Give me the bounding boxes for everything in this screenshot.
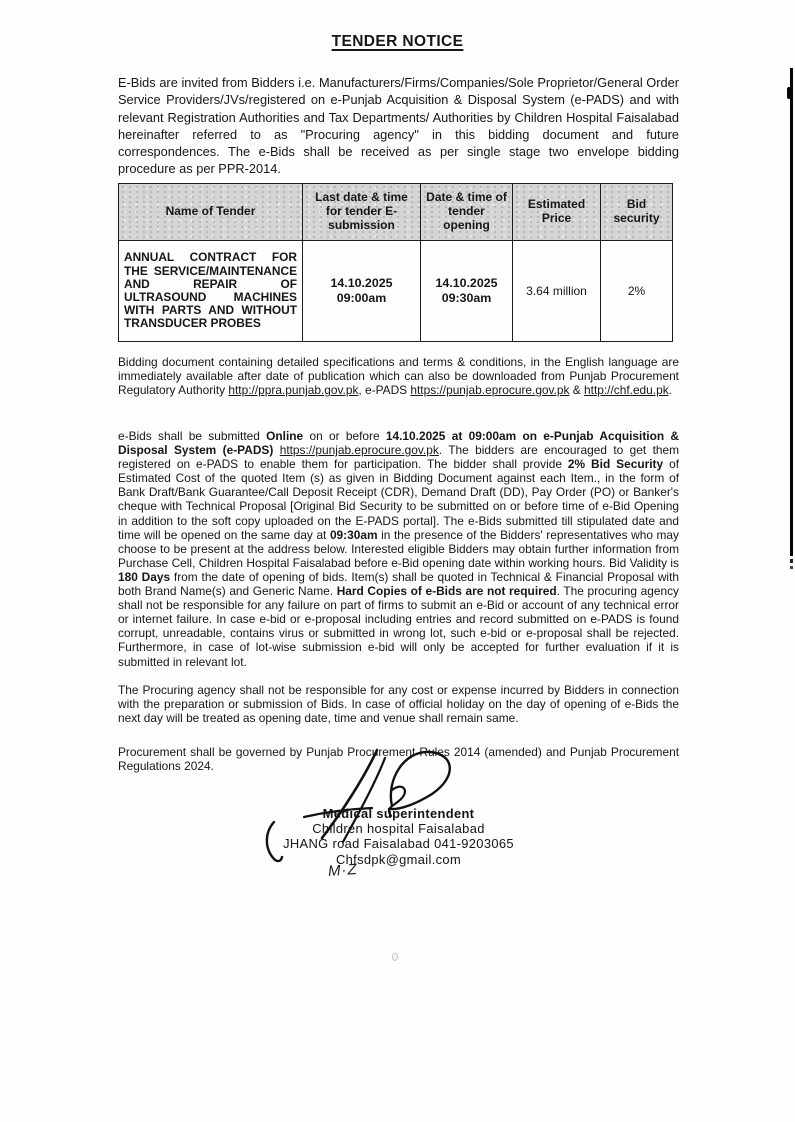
opening-time: 09:30am — [441, 291, 492, 305]
table-row — [119, 241, 673, 342]
cell-bid-security: 2% — [601, 241, 673, 342]
text-segment: in the presence of the Bidders' representatives who may choose to be present at the address below. Interested eligible Bidders may obtain further information from Purchase Cell, Children Hospital Faisalabad before e-Bid opening date within working hours. Bid Validity is — [118, 527, 679, 570]
text-segment: http://ppra.punjab.gov.pk — [228, 383, 359, 398]
page-title: TENDER NOTICE — [331, 33, 464, 50]
submission-date: 14.10.2025 — [330, 276, 393, 290]
header-estimated-price: Estimated Price — [513, 184, 601, 241]
procurement-rules-paragraph — [118, 745, 679, 773]
submission-time: 09:00am — [336, 291, 387, 305]
ebids-submission-paragraph — [118, 429, 679, 669]
text-segment: & — [569, 383, 585, 398]
text-segment: The Procuring agency shall not be responsible for any cost or expense incurred by Bidders in connection with the preparation or submission of Bids. In case of official holiday on the day of opening of e-Bids the next day will be treated as opening date, time and venue shall remain same. — [118, 683, 679, 726]
cell-submission-datetime — [303, 241, 421, 342]
text-segment: 2% Bid Security — [567, 457, 664, 472]
cell-tender-name: ANNUAL CONTRACT FOR THE SERVICE/MAINTENANCE AND REPAIR OF ULTRASOUND MACHINES WITH PARTS AND WITHOUT TRANSDUCER PROBES — [119, 241, 303, 342]
text-segment: . — [668, 383, 672, 398]
scan-artifact-edge-line — [790, 68, 793, 556]
text-segment: , e-PADS — [358, 383, 411, 398]
table-header-row — [119, 184, 673, 241]
text-segment: e-Bids shall be submitted — [118, 429, 267, 443]
text-segment: on or before — [303, 429, 386, 443]
text-segment: Online — [266, 429, 304, 443]
signatory-org: Children hospital Faisalabad — [312, 821, 485, 837]
signatory-address: JHANG road Faisalabad 041-9203065 — [283, 836, 514, 852]
cell-estimated-price: 3.64 million — [513, 241, 601, 342]
signatory-title: Medical superintendent — [322, 806, 475, 821]
text-segment: . The bidders are encouraged to get them registered on e-PADS to enable them for participation. The bidder shall provide — [118, 443, 679, 472]
text-segment: 09:30am — [329, 527, 378, 542]
signature-block — [118, 806, 679, 867]
handwritten-initials: M·Z — [327, 860, 359, 881]
text-segment: 180 Days — [118, 569, 171, 584]
bidding-document-paragraph — [118, 355, 679, 397]
text-segment: . The procuring agency shall not be responsible for any failure on part of firms to submit an e-Bid or account of any technical error or internet failure. In case e-bid or e-proposal including entries and record submitted on e-PADS is found corrupt, unreadable, contains virus or submitted in wrong lot, such e-bid or e-proposal shall be rejected. Furthermore, in case of lot-wise submission e-bid will only be accepted for further evaluation if it is submitted in relevant lot. — [118, 584, 679, 669]
header-name-of-tender: Name of Tender — [119, 184, 303, 241]
scan-artifact-speck — [392, 953, 398, 961]
header-date-opening: Date & time of tender opening — [421, 184, 513, 241]
header-bid-security: Bid security — [601, 184, 673, 241]
text-segment: from the date of opening of bids. Item(s) shall be quoted in Technical & Financial Proposal with both Brand Name(s) and Generic Name. — [118, 569, 679, 599]
text-segment: http://chf.edu.pk — [584, 383, 669, 398]
scan-artifact-edge-blob — [787, 87, 793, 99]
text-segment: of Estimated Cost of the quoted Item (s) as given in Bidding Document against each Item., in the form of Bank Draft/Bank Guarantee/Call Deposit Receipt (CDR), Demand Draft (DD), Pay Order (PO) or Banker's cheque with Technical Proposal [Original Bid Security to be submitted on or before time of e-Bid Opening in addition to the soft copy uploaded on the E-PADS portal]. The e-Bids submitted till stipulated date and time will be opened on the same day at — [118, 457, 679, 542]
tender-table — [118, 183, 673, 342]
procuring-agency-paragraph — [118, 683, 679, 725]
scan-artifact-dash — [790, 566, 793, 569]
intro-paragraph — [118, 74, 679, 178]
text-segment: https://punjab.eprocure.gov.pk — [410, 383, 570, 398]
text-segment: E-Bids are invited from Bidders i.e. Manufacturers/Firms/Companies/Sole Proprietor/General Order Service Providers/JVs/registered on e-Punjab Acquisition & Disposal System (e-PADS) and with relevant Registration Authorities and Tax Departments/ Authorities by Children Hospital Faisalabad hereinafter referred to as "Procuring agency" in this bidding document and future correspondences. The e-Bids shall be received as per single stage two envelope bidding procedure as per PPR-2014. — [118, 75, 679, 177]
signatory-email: Chfsdpk@gmail.com — [335, 851, 462, 867]
text-segment: 14.10.2025 at 09:00am on e-Punjab Acquisition & Disposal System (e-PADS) — [118, 429, 680, 458]
opening-date: 14.10.2025 — [435, 276, 498, 290]
text-segment: Bidding document containing detailed specifications and terms & conditions, in the English language are immediately available after date of publication which can also be downloaded from Punjab Procurement Regulatory Authority — [118, 355, 679, 398]
header-last-date-submission: Last date & time for tender E-submission — [303, 184, 421, 241]
text-segment: https://punjab.eprocure.gov.pk — [279, 443, 439, 458]
scan-artifact-dash — [790, 559, 793, 563]
text-segment: Hard Copies of e-Bids are not required — [336, 584, 557, 599]
text-segment: Procurement shall be governed by Punjab Procurement Rules 2014 (amended) and Punjab Procurement Regulations 2024. — [118, 745, 679, 774]
cell-opening-datetime — [421, 241, 513, 342]
